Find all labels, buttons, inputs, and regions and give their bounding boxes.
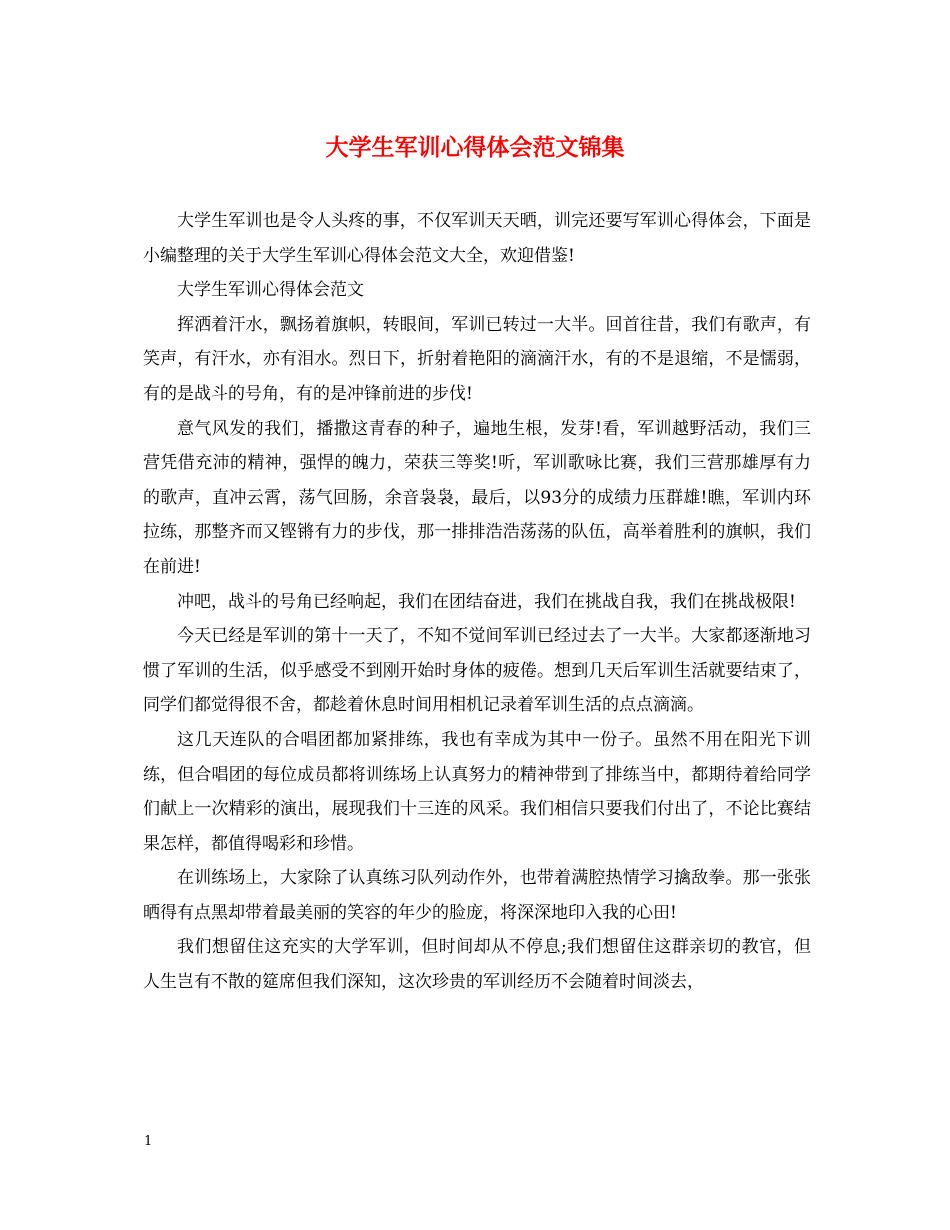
- body-paragraph: 在训练场上，大家除了认真练习队列动作外，也带着满腔热情学习擒敌拳。那一张张晒得有点黑却带着最美丽的笑容的年少的脸庞，将深深地印入我的心田!: [143, 868, 811, 923]
- section-heading: 大学生军训心得体会范文: [177, 280, 364, 301]
- body-paragraph: 今天已经是军训的第十一天了，不知不觉间军训已经过去了一大半。大家都逐渐地习惯了军训的生活，似乎感受不到刚开始时身体的疲倦。想到几天后军训生活就要结束了，同学们都觉得很不舍，都趁着休息时间用相机记录着军训生活的点点滴滴。: [143, 626, 811, 716]
- body-paragraph: 这几天连队的合唱团都加紧排练，我也有幸成为其中一份子。虽然不用在阳光下训练，但合唱团的每位成员都将训练场上认真努力的精神带到了排练当中，都期待着给同学们献上一次精彩的演出，展现我们十三连的风采。我们相信只要我们付出了，不论比赛结果怎样，都值得喝彩和珍惜。: [143, 729, 811, 854]
- intro-paragraph: 大学生军训也是令人头疼的事，不仅军训天天晒，训完还要写军训心得体会，下面是小编整理的关于大学生军训心得体会范文大全，欢迎借鉴!: [143, 211, 811, 266]
- document-title: 大学生军训心得体会范文锦集: [325, 134, 625, 161]
- document-body: [143, 204, 811, 1000]
- body-paragraph: 挥洒着汗水，飘扬着旗帜，转眼间，军训已转过一大半。回首往昔，我们有歌声，有笑声，有汗水，亦有泪水。烈日下，折射着艳阳的滴滴汗水，有的不是退缩，不是懦弱，有的是战斗的号角，有的是冲锋前进的步伐!: [143, 314, 811, 404]
- body-paragraph: 意气风发的我们，播撒这青春的种子，遍地生根，发芽!看，军训越野活动，我们三营凭借充沛的精神，强悍的魄力，荣获三等奖!听，军训歌咏比赛，我们三营那雄厚有力的歌声，直冲云霄，荡气回肠，余音袅袅，最后，以93分的成绩力压群雄!瞧，军训内环拉练，那整齐而又铿锵有力的步伐，那一排排浩浩荡荡的队伍，高举着胜利的旗帜，我们在前进!: [143, 418, 811, 577]
- page-number: 1: [144, 1134, 153, 1149]
- body-paragraph: 我们想留住这充实的大学军训，但时间却从不停息;我们想留住这群亲切的教官，但人生岂有不散的筵席但我们深知，这次珍贵的军训经历不会随着时间淡去，: [143, 937, 811, 993]
- body-paragraph: 冲吧，战斗的号角已经响起，我们在团结奋进，我们在挑战自我，我们在挑战极限!: [177, 591, 796, 612]
